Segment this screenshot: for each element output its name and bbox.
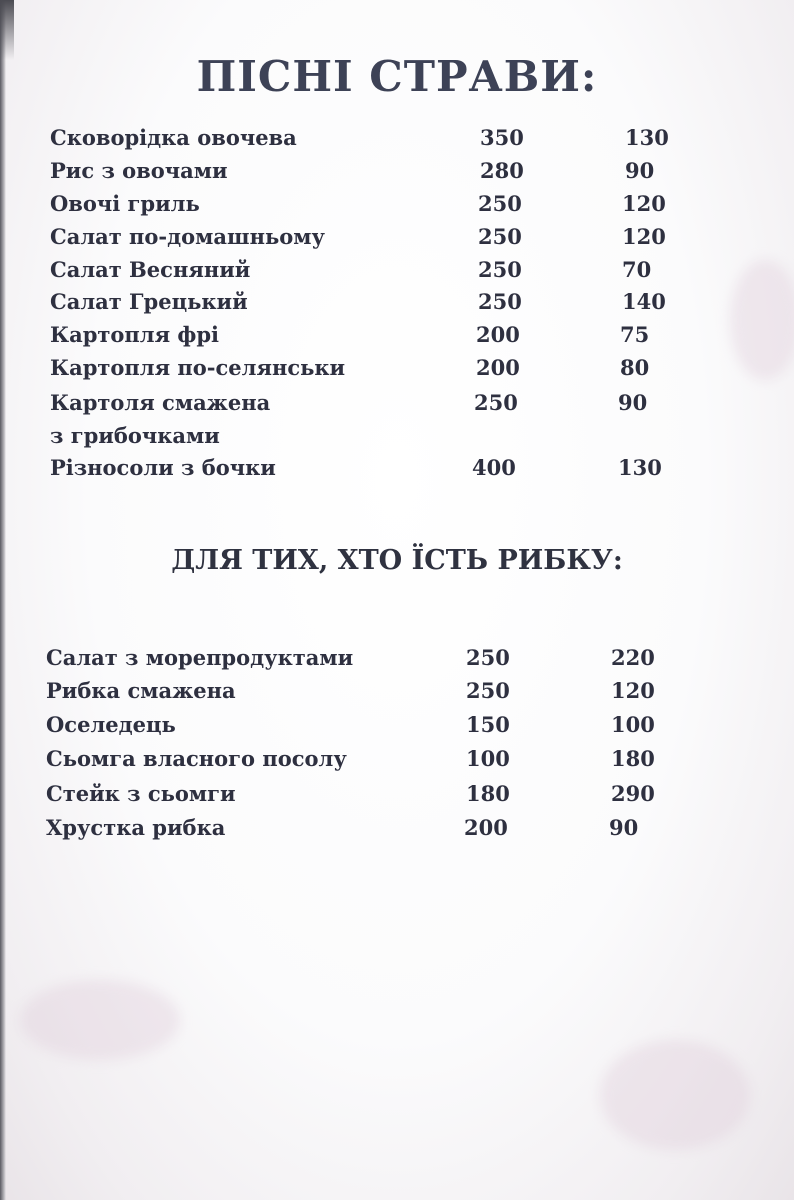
- item-weight: 200: [476, 322, 520, 347]
- page-corner-shadow: [0, 0, 14, 60]
- item-weight: 250: [478, 224, 522, 249]
- item-price: 290: [611, 781, 655, 806]
- item-name: Рис з овочами: [50, 158, 228, 183]
- item-weight: 200: [464, 815, 508, 840]
- item-price: 80: [620, 355, 650, 380]
- item-price: 90: [618, 390, 648, 415]
- item-name: Оселедець: [46, 712, 176, 737]
- item-weight: 280: [480, 158, 524, 183]
- item-weight: 400: [472, 455, 516, 480]
- item-weight: 150: [466, 712, 510, 737]
- item-price: 90: [609, 815, 639, 840]
- section-title-fish: ДЛЯ ТИХ, ХТО ЇСТЬ РИБКУ:: [171, 545, 623, 576]
- section-title-lenten: ПІСНІ СТРАВИ:: [196, 52, 598, 101]
- item-name: Рибка смажена: [46, 678, 236, 703]
- item-price: 75: [620, 322, 650, 347]
- item-weight: 250: [466, 645, 510, 670]
- item-name: Картопля фрі: [50, 322, 220, 347]
- page-edge-shadow: [0, 0, 6, 1200]
- item-price: 130: [618, 455, 662, 480]
- item-price: 180: [611, 746, 655, 771]
- paper-stain: [730, 260, 794, 380]
- item-price: 140: [622, 289, 666, 314]
- item-name: з грибочками: [50, 423, 220, 448]
- item-weight: 250: [478, 289, 522, 314]
- item-price: 90: [625, 158, 655, 183]
- item-weight: 200: [476, 355, 520, 380]
- item-name: Картоля смажена: [50, 390, 271, 415]
- item-price: 120: [611, 678, 655, 703]
- item-price: 120: [622, 191, 666, 216]
- item-price: 120: [622, 224, 666, 249]
- item-name: Салат з морепродуктами: [46, 645, 354, 670]
- item-name: Овочі гриль: [50, 191, 200, 216]
- item-name: Салат по-домашньому: [50, 224, 325, 249]
- item-price: 130: [625, 125, 669, 150]
- item-price: 70: [622, 257, 652, 282]
- item-weight: 100: [466, 746, 510, 771]
- item-name: Салат Грецький: [50, 289, 248, 314]
- item-name: Сьомга власного посолу: [46, 746, 347, 771]
- item-weight: 250: [474, 390, 518, 415]
- item-name: Хрустка рибка: [46, 815, 226, 840]
- item-weight: 250: [466, 678, 510, 703]
- item-price: 220: [611, 645, 655, 670]
- item-weight: 180: [466, 781, 510, 806]
- item-weight: 350: [480, 125, 524, 150]
- paper-stain: [600, 1040, 750, 1150]
- item-name: Сковорідка овочева: [50, 125, 297, 150]
- item-weight: 250: [478, 257, 522, 282]
- item-name: Стейк з сьомги: [46, 781, 236, 806]
- paper-stain: [20, 980, 180, 1060]
- item-name: Салат Весняний: [50, 257, 251, 282]
- item-weight: 250: [478, 191, 522, 216]
- item-price: 100: [611, 712, 655, 737]
- item-name: Картопля по-селянськи: [50, 355, 346, 380]
- item-name: Різносоли з бочки: [50, 455, 276, 480]
